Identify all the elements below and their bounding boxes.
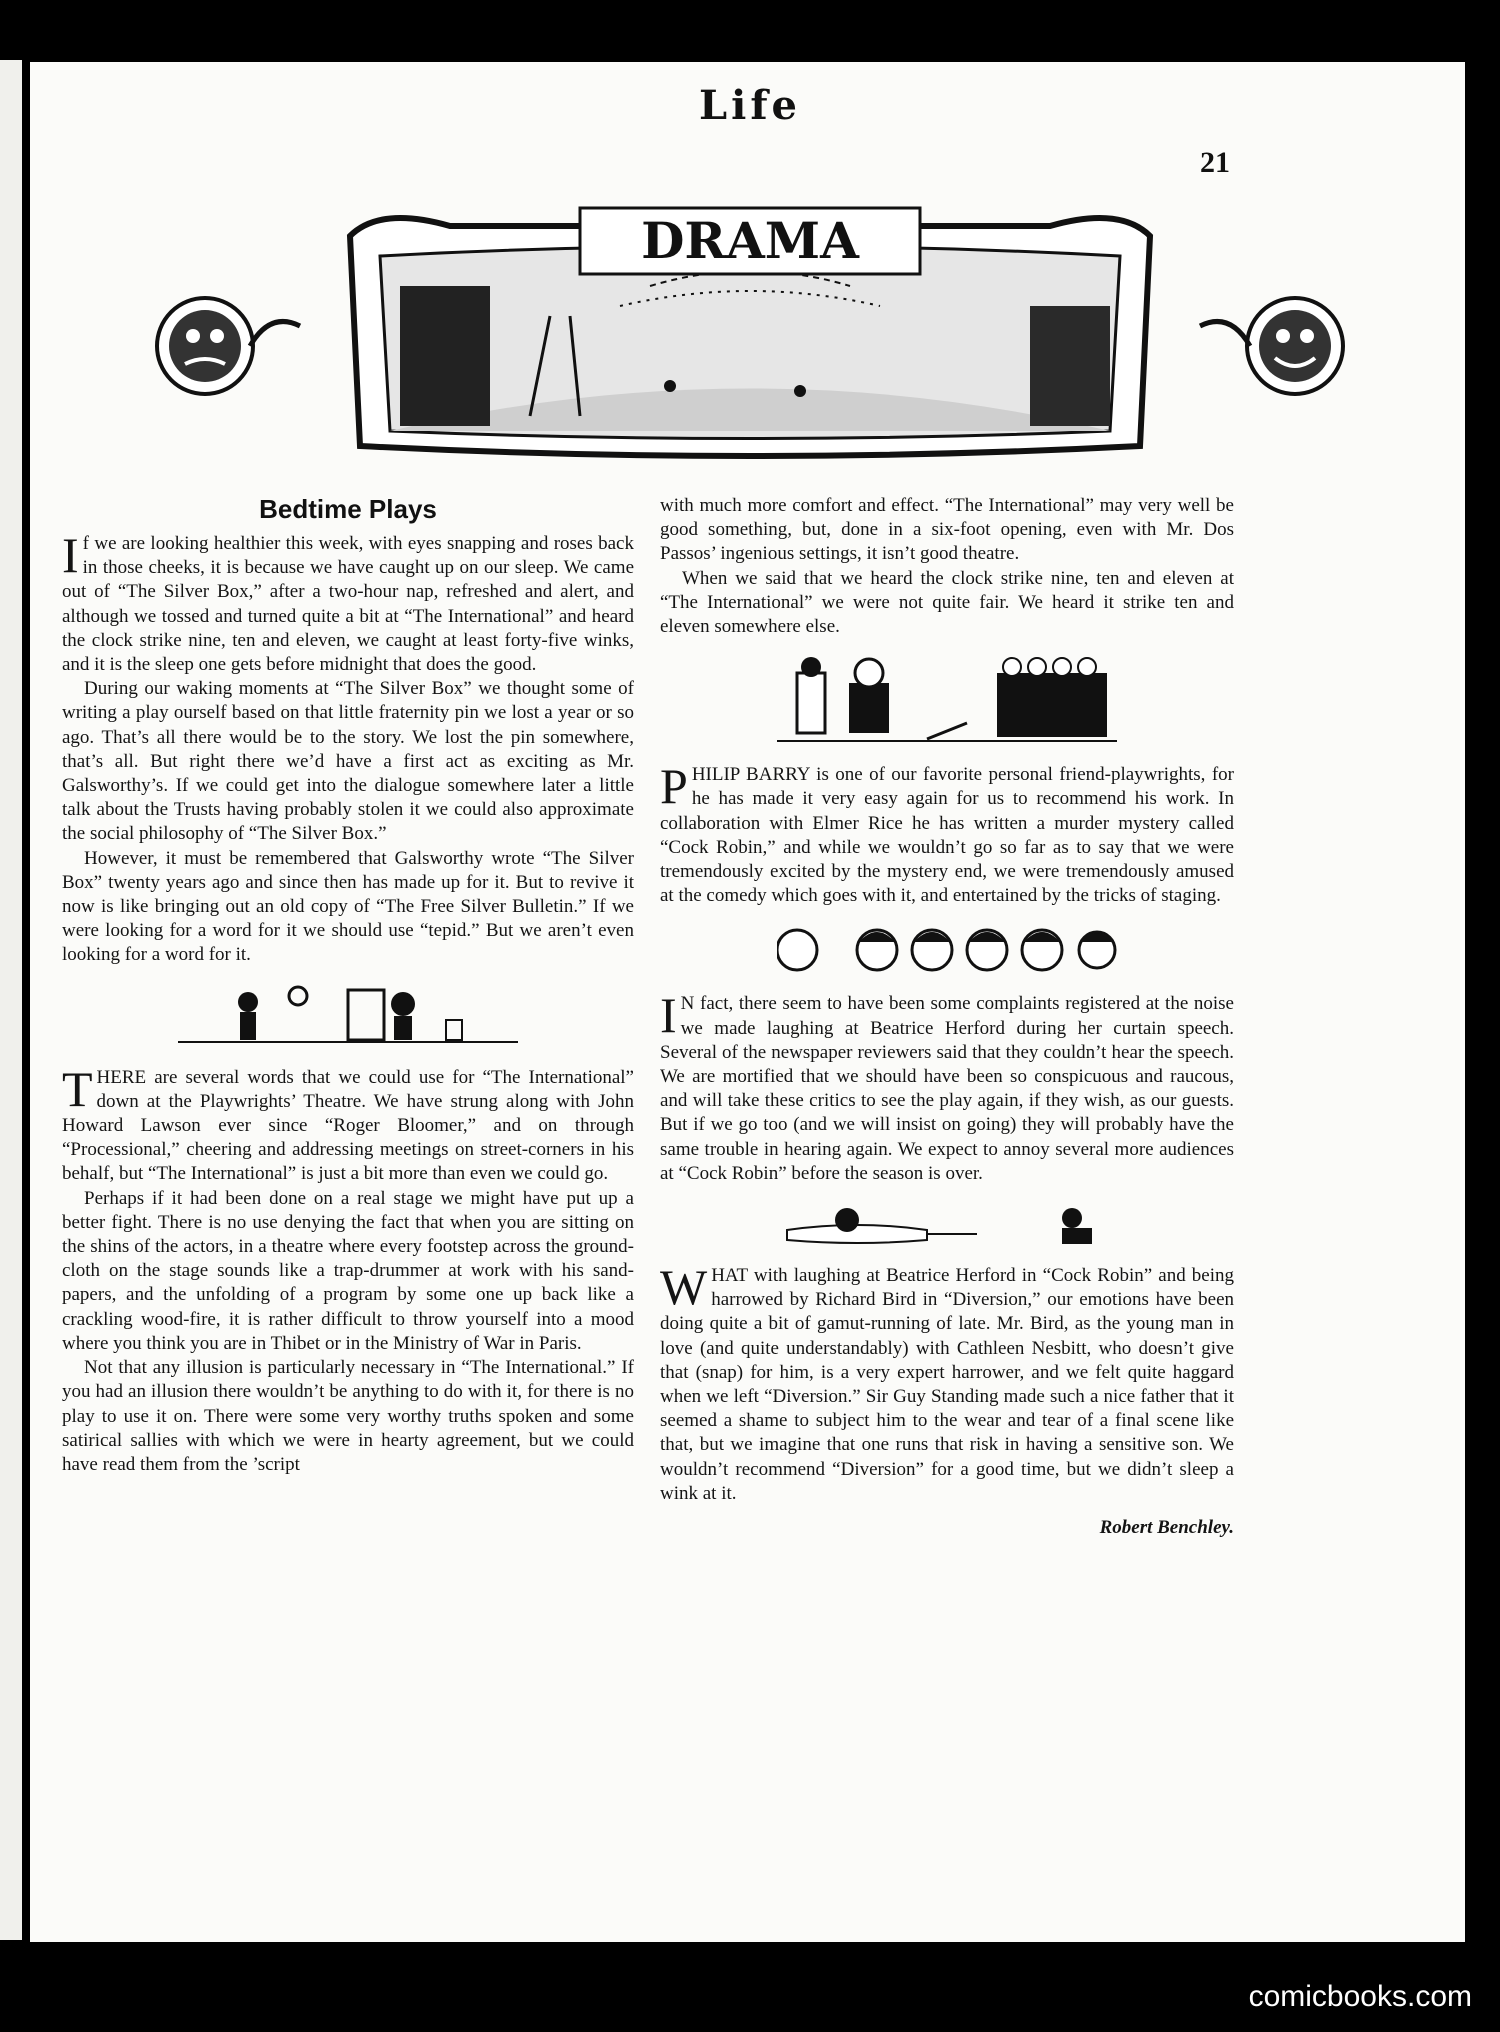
adjacent-page-edge [0,60,22,1940]
faces-vignette-illustration [777,922,1117,978]
left-column [62,494,634,1477]
page-number: 21 [1200,146,1230,179]
right-mask-icon [1200,298,1343,394]
watermark: comicbooks.com [1248,1980,1472,2013]
article-paragraph: THERE are several words that we could use for “The International” down at the Playwrights’ Theatre. We have strung along with John Howard Lawson ever since “Roger Bloomer,” and on through “Processional,” cheering and addressing meetings on street-corners in his behalf, but “The International” is just a bit more than even we could go. [62,1060,634,1185]
right-column [660,494,1234,1540]
article-paragraph: Not that any illusion is particularly necessary in “The International.” If you had an illusion there wouldn’t be anything to do with it, for there is no play to use it on. There were some very worthy truths spoken and some satirical sallies with which we were in hearty agreement, but we could have read them from the ’script [62,1357,634,1475]
article-headline: Bedtime Plays [259,494,437,524]
article-paragraph: When we said that we heard the clock strike nine, ten and eleven at “The International” we were not quite fair. We heard it strike ten and eleven somewhere else. [660,567,1234,638]
reclining-figure-vignette-illustration [777,1200,1117,1250]
characters-vignette-illustration [777,653,1117,749]
article-paragraph: PHILIP BARRY is one of our favorite personal friend-playwrights, for he has made it very easy again for us to recommend his work. In collaboration with Elmer Rice he has written a murder mystery called “Cock Robin,” and while we wouldn’t go so far as to say that we were tremendously excited by the mystery end, we were tremendously amused at the comedy which goes with it, and entertained by the tricks of staging. [660,758,1234,907]
magazine-title: Life [699,82,801,129]
banner-title: DRAMA [641,211,859,270]
clown-vignette-illustration [178,982,518,1052]
author-signature: Robert Benchley. [1099,1517,1234,1539]
article-paragraph: Perhaps if it had been done on a real stage we might have put up a better fight. There is no use denying the fact that when you are sitting on the shins of the actors, in a theatre where every footstep across the ground-cloth on the stage sounds like a trap-drummer at work with his sand-papers, and the unfolding of a program by some one up back like a crackling wood-fire, it is rather difficult to throw yourself into a mood where you think you are in Thibet or in the Ministry of War in Paris. [62,1187,634,1354]
left-mask-icon [157,298,300,394]
article-paragraph: IN fact, there seem to have been some complaints registered at the noise we made laughing at Beatrice Herford during her curtain speech. Several of the newspaper reviewers said that they couldn’t hear the speech. We are mortified that we should have been so conspicuous and raucous, and will take these critics to see the play again, if they wish, as our guests. But if we go too (and we will insist on going) they will probably have the same trouble in hearing again. We expect to annoy several more audiences at “Cock Robin” before the season is over. [660,987,1234,1184]
article-paragraph: During our waking moments at “The Silver Box” we thought some of writing a play ourself based on that little fraternity pin we lost a year or so ago. That’s all there would be to the story. We lost the pin somewhere, that’s all. But right there we’d have a first act as exciting as Mr. Galsworthy’s. If we could get into the dialogue somewhere later a little talk about the Trusts having probably stolen it we could also approximate the social philosophy of “The Silver Box.” [62,678,634,845]
article-paragraph: However, it must be remembered that Galsworthy wrote “The Silver Box” twenty years ago and since then has made up for it. But to revive it now is like bringing out an old copy of “The Free Silver Bulletin.” If we were looking for a word for it we should use “tepid.” But we aren’t even looking for a word for it. [62,847,634,966]
article-paragraph: WHAT with laughing at Beatrice Herford in “Cock Robin” and being harrowed by Richard Bird in “Diversion,” our emotions have been doing quite a bit of gamut-running of late. Mr. Bird, as the young man in love (and quite understandably) with Cathleen Nesbitt, who doesn’t give that (snap) for him, is a very expert harrower, and we felt quite haggard when we left “Diversion.” Sir Guy Standing made such a nice father that it seemed a shame to subject him to the wear and tear of a final scene like that, but we imagine that one runs that risk in having a sensitive son. We wouldn’t recommend “Diversion” for a good time, but we didn’t sleep a wink at it. [660,1259,1234,1504]
article-paragraph: with much more comfort and effect. “The International” may very well be good something, but, done in a six-foot opening, even with Mr. Dos Passos’ ingenious settings, it isn’t good theatre. [660,495,1234,565]
drama-banner-illustration [150,196,1350,466]
article-paragraph: If we are looking healthier this week, with eyes snapping and roses back in those cheeks, it is because we have caught up on our sleep. We came out of “The Silver Box,” after a two-hour nap, refreshed and alert, and although we tossed and turned quite a bit at “The International” and heard the clock strike nine, ten and eleven, we caught at least forty-five winks, and it is the sleep one gets before midnight that does the good. [62,527,634,676]
